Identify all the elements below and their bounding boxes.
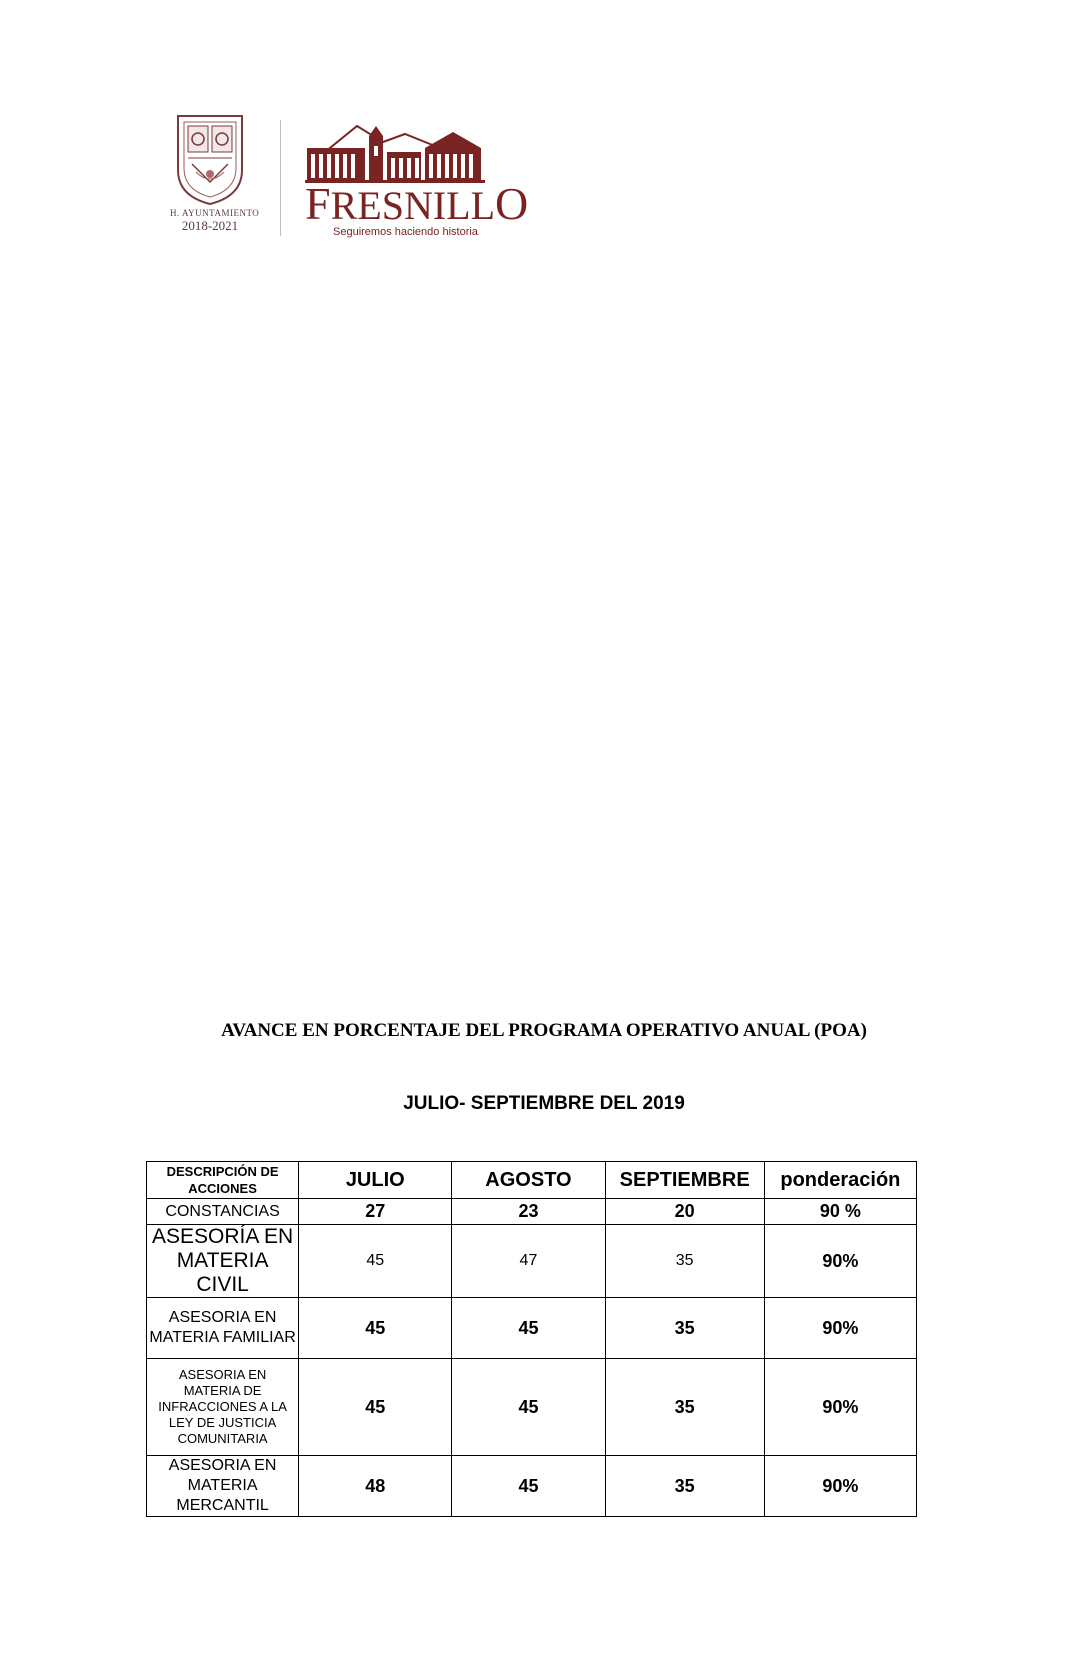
header-august: AGOSTO: [452, 1162, 605, 1199]
city-slogan: Seguiremos haciendo historia: [333, 226, 478, 238]
city-name: [305, 178, 529, 229]
table-row: [147, 1359, 917, 1456]
row-weighting-value: 90%: [764, 1298, 916, 1359]
table-header-row: [147, 1162, 917, 1199]
city-name-last-letter: O: [495, 178, 529, 229]
row-july-value: 45: [299, 1359, 452, 1456]
row-august-value: 45: [452, 1359, 605, 1456]
row-description: ASESORÍA EN MATERIA CIVIL: [147, 1225, 299, 1298]
table-row: [147, 1199, 917, 1225]
municipal-shield-icon: [172, 112, 248, 206]
city-name-middle: RESNILL: [330, 183, 496, 228]
city-logo: [305, 118, 529, 238]
row-september-value: 20: [605, 1199, 764, 1225]
row-july-value: 27: [299, 1199, 452, 1225]
council-logo: [170, 112, 260, 242]
row-weighting-value: 90%: [764, 1359, 916, 1456]
row-september-value: 35: [605, 1359, 764, 1456]
row-july-value: 45: [299, 1225, 452, 1298]
row-weighting-value: 90%: [764, 1225, 916, 1298]
row-description: ASESORIA EN MATERIA MERCANTIL: [147, 1456, 299, 1517]
row-july-value: 48: [299, 1456, 452, 1517]
row-weighting-value: 90%: [764, 1456, 916, 1517]
row-weighting-value: 90 %: [764, 1199, 916, 1225]
table-row: [147, 1225, 917, 1298]
city-name-first-letter: F: [305, 178, 331, 229]
header-july: JULIO: [299, 1162, 452, 1199]
row-august-value: 45: [452, 1456, 605, 1517]
council-years: 2018-2021: [181, 218, 239, 233]
document-subtitle: JULIO- SEPTIEMBRE DEL 2019: [403, 1093, 685, 1114]
row-september-value: 35: [605, 1225, 764, 1298]
row-description: CONSTANCIAS: [147, 1199, 299, 1225]
logo-divider: [280, 120, 281, 236]
header-description: DESCRIPCIÓN DE ACCIONES: [147, 1162, 299, 1199]
page-header: [170, 112, 529, 242]
header-weighting: ponderación: [764, 1162, 916, 1199]
city-skyline-icon: [305, 118, 515, 184]
row-september-value: 35: [605, 1456, 764, 1517]
document-title: AVANCE EN PORCENTAJE DEL PROGRAMA OPERATIVO ANUAL (POA): [221, 1020, 867, 1041]
table-row: [147, 1456, 917, 1517]
poa-progress-table: [146, 1161, 917, 1517]
row-description: ASESORIA EN MATERIA FAMILIAR: [147, 1298, 299, 1359]
table-row: [147, 1298, 917, 1359]
row-august-value: 23: [452, 1199, 605, 1225]
row-july-value: 45: [299, 1298, 452, 1359]
row-september-value: 35: [605, 1298, 764, 1359]
row-august-value: 45: [452, 1298, 605, 1359]
council-label: H. AYUNTAMIENTO: [170, 208, 260, 218]
row-description: ASESORIA EN MATERIA DE INFRACCIONES A LA LEY DE JUSTICIA COMUNITARIA: [147, 1359, 299, 1456]
header-september: SEPTIEMBRE: [605, 1162, 764, 1199]
row-august-value: 47: [452, 1225, 605, 1298]
